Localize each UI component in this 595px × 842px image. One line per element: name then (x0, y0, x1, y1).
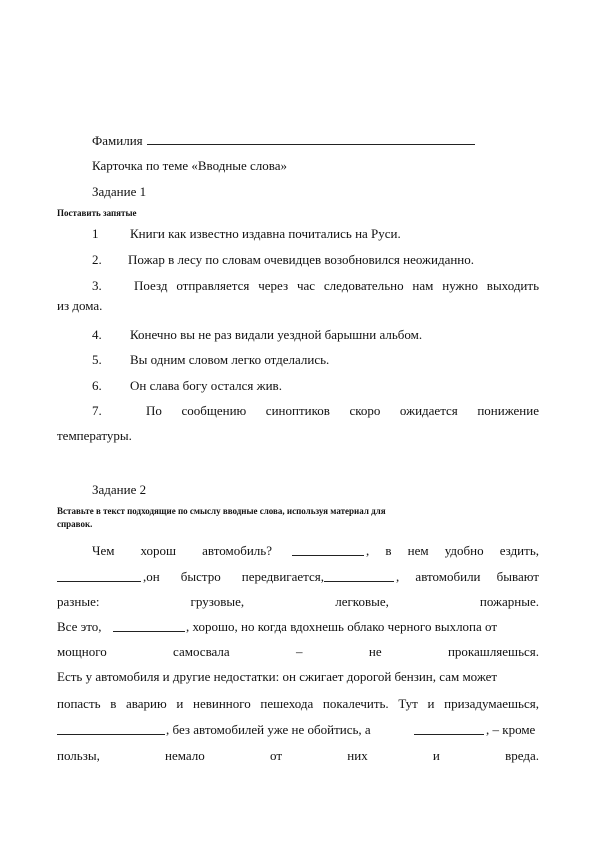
task2-text-line8-part1: , без автомобилей уже не обойтись, а (166, 722, 371, 737)
task2-title: Задание 2 (92, 482, 147, 497)
item-number: 4. (92, 327, 102, 342)
task2-text-line1-part2: , в нем удобно ездить, (366, 543, 539, 558)
item-text: Книги как известно издавна почитались на Руси. (130, 226, 401, 241)
task2-text-line2-part2: , автомобили бывают (396, 569, 539, 584)
task1-item-7-continuation: температуры. (57, 428, 132, 443)
worksheet-page: Фамилия Карточка по теме «Вводные слова» Задание 1 Поставить запятые 1 Книги как известно издавна почитались на Руси. 2. Пожар в лесу по словам очевидцев возобновился неожиданно. 3. Поезд отправляется через час следовательно нам нужно выходить из дома. 4. Конечно вы не раз видали уездной барышни альбом. 5. Вы одним словом легко отделались. 6. Он слава богу остался жив. 7. По сообщению синоптиков скоро ожидается понижение температуры. Задание 2 Вставьте в текст подходящие по смыслу вводные слова, используя материал для справок. Чем хорош автомобиль? , в нем удобно ездить, ,он быстро передвигается, , автомобили бывают разные: грузовые, легковые, пожарные. Все это, , хорошо, но когда вдохнешь облако черного выхлопа от мощного самосвала – не прокашляешься. Есть у автомобиля и другие недостатки: он сжигает дорогой бензин, сам может попасть в аварию и невинного пешехода покалечить. Тут и призадумаешься, , без автомобилей уже не обойтись, а , – кроме пользы, немало от них и вреда. (57, 133, 539, 763)
item-text: Конечно вы не раз видали уездной барышни альбом. (130, 327, 423, 342)
task2-blank-6 (414, 722, 484, 735)
task2-blank-3 (324, 569, 394, 582)
surname-blank-line (147, 132, 475, 145)
task2-text-line5: мощного самосвала – не прокашляешься. (57, 644, 539, 659)
task2-text-line4-part2: , хорошо, но когда вдохнешь облако черного выхлопа от (186, 619, 498, 634)
task2-blank-2 (57, 569, 141, 582)
task1-title: Задание 1 (92, 184, 147, 199)
item-text: Пожар в лесу по словам очевидцев возобновился неожиданно. (128, 252, 475, 267)
task2-instruction-line1: Вставьте в текст подходящие по смыслу вводные слова, используя материал для (57, 506, 386, 516)
task2-text-line7: попасть в аварию и невинного пешехода покалечить. Тут и призадумаешься, (57, 696, 539, 711)
item-text: Вы одним словом легко отделались. (130, 352, 330, 367)
item-number: 6. (92, 378, 102, 393)
item-number: 5. (92, 352, 102, 367)
task1-item-7-text: По сообщению синоптиков скоро ожидается понижение (146, 403, 539, 418)
surname-row (92, 132, 475, 149)
task1-item-3-continuation: из дома. (57, 298, 103, 313)
task1-instruction: Поставить запятые (57, 208, 137, 218)
task2-text-line4-part1: Все это, (57, 619, 102, 634)
task2-text-line8-part2: , – кроме (486, 722, 536, 737)
surname-label: Фамилия (92, 133, 143, 148)
item-text: Он слава богу остался жив. (130, 378, 282, 393)
task2-text-line9: пользы, немало от них и вреда. (57, 748, 539, 763)
task1-item-3-text: Поезд отправляется через час следовательно нам нужно выходить (134, 278, 539, 293)
card-title: Карточка по теме «Вводные слова» (92, 158, 288, 173)
task2-blank-4 (113, 619, 185, 632)
task2-blank-5 (57, 722, 165, 735)
task2-text-line6: Есть у автомобиля и другие недостатки: он сжигает дорогой бензин, сам может (57, 669, 498, 684)
task2-text-line1-part1: Чем хорош автомобиль? (92, 543, 272, 558)
task2-text-line2-part1: ,он быстро передвигается, (143, 569, 324, 584)
task2-text-line3: разные: грузовые, легковые, пожарные. (57, 594, 539, 609)
item-number: 2. (92, 252, 102, 267)
task2-blank-1 (292, 543, 364, 556)
item-number: 1 (92, 226, 99, 241)
task2-instruction-line2: справок. (57, 519, 93, 529)
